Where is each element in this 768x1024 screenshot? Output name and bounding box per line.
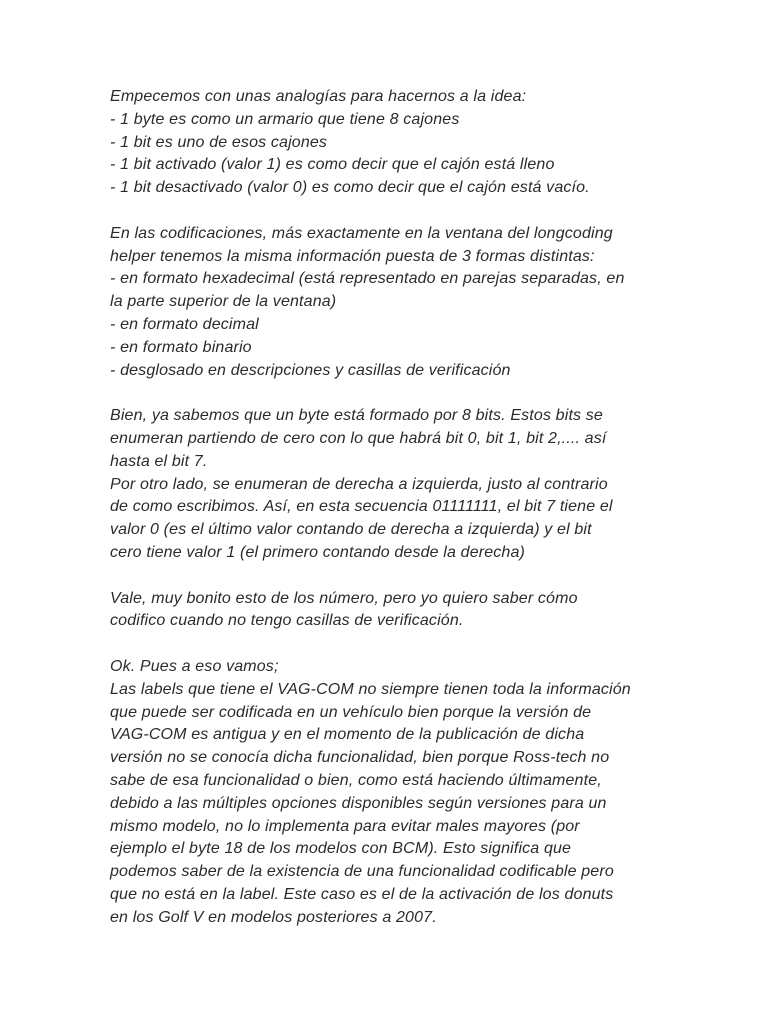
text-line: - 1 bit activado (valor 1) es como decir que el cajón está lleno xyxy=(110,156,555,174)
text-line: - en formato binario xyxy=(110,338,252,356)
document-body xyxy=(110,86,670,952)
text-line: - 1 bit es uno de esos cajones xyxy=(110,133,328,151)
text-line: enumeran partiendo de cero con lo que habrá bit 0, bit 1, bit 2,.... así xyxy=(110,429,607,447)
text-line: debido a las múltiples opciones disponibles según versiones para un xyxy=(110,794,607,812)
paragraph-bits xyxy=(110,405,670,565)
paragraph-question xyxy=(110,588,670,634)
text-line: la parte superior de la ventana) xyxy=(110,293,337,311)
text-line: Empecemos con unas analogías para hacernos a la idea: xyxy=(110,88,527,105)
text-line: valor 0 (es el último valor contando de derecha a izquierda) y el bit xyxy=(110,521,592,539)
text-line: - 1 bit desactivado (valor 0) es como decir que el cajón está vacío. xyxy=(110,179,590,197)
text-line: podemos saber de la existencia de una funcionalidad codificable pero xyxy=(110,863,614,881)
text-line: que no está en la label. Este caso es el de la activación de los donuts xyxy=(110,885,614,903)
text-line: Ok. Pues a eso vamos; xyxy=(110,657,279,675)
text-line: ejemplo el byte 18 de los modelos con BCM). Esto significa que xyxy=(110,840,572,858)
text-line: - 1 byte es como un armario que tiene 8 cajones xyxy=(110,110,460,128)
text-line: sabe de esa funcionalidad o bien, como está haciendo últimamente, xyxy=(110,771,602,789)
text-line: Vale, muy bonito esto de los número, pero yo quiero saber cómo xyxy=(110,589,578,607)
text-line: - en formato decimal xyxy=(110,315,259,333)
text-line: VAG-COM es antigua y en el momento de la publicación de dicha xyxy=(110,726,585,744)
text-line: en los Golf V en modelos posteriores a 2007. xyxy=(110,908,437,926)
text-line: En las codificaciones, más exactamente en la ventana del longcoding xyxy=(110,224,613,242)
text-line: de como escribimos. Así, en esta secuencia 01111111, el bit 7 tiene el xyxy=(110,498,613,516)
text-line: - en formato hexadecimal (está representado en parejas separadas, en xyxy=(110,270,625,288)
text-line: Las labels que tiene el VAG-COM no siempre tienen toda la información xyxy=(110,680,631,698)
paragraph-analogies xyxy=(110,86,670,200)
text-line: codifico cuando no tengo casillas de verificación. xyxy=(110,612,464,630)
paragraph-codifications xyxy=(110,223,670,383)
text-line: hasta el bit 7. xyxy=(110,452,208,470)
text-line: versión no se conocía dicha funcionalidad, bien porque Ross-tech no xyxy=(110,749,610,767)
text-line: Por otro lado, se enumeran de derecha a izquierda, justo al contrario xyxy=(110,475,608,493)
text-line: Bien, ya sabemos que un byte está formado por 8 bits. Estos bits se xyxy=(110,407,603,425)
text-line: - desglosado en descripciones y casillas de verificación xyxy=(110,361,511,379)
text-line: que puede ser codificada en un vehículo bien porque la versión de xyxy=(110,703,592,721)
paragraph-labels xyxy=(110,656,670,930)
text-line: mismo modelo, no lo implementa para evitar males mayores (por xyxy=(110,817,580,835)
text-line: helper tenemos la misma información puesta de 3 formas distintas: xyxy=(110,247,595,265)
text-line: cero tiene valor 1 (el primero contando desde la derecha) xyxy=(110,543,526,561)
